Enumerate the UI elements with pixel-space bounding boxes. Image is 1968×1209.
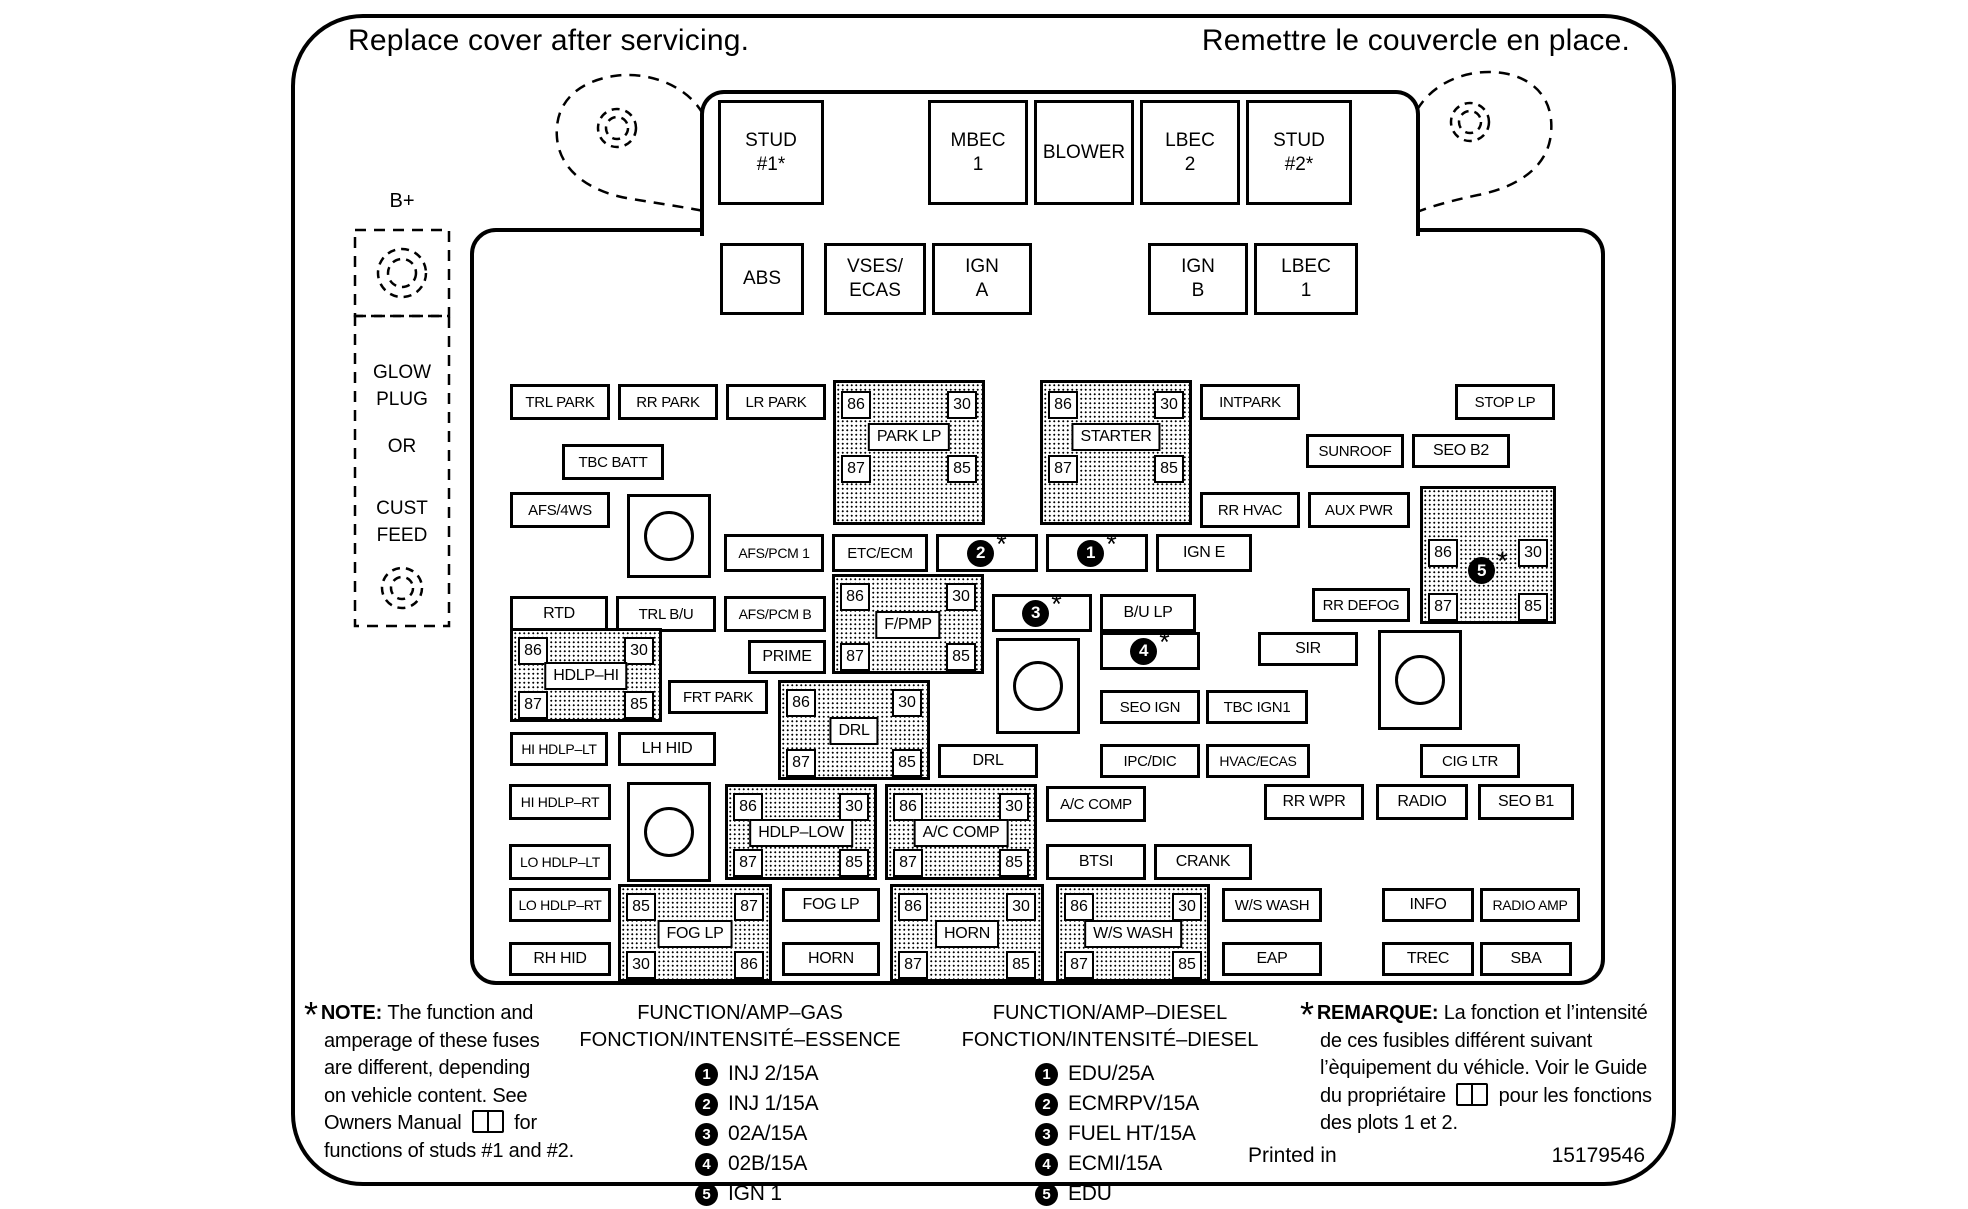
asterisk-icon: * bbox=[1300, 994, 1314, 1035]
terminal-87: 87 bbox=[1064, 951, 1094, 979]
terminal-87: 87 bbox=[840, 643, 870, 671]
numbered-circle-icon: 5 bbox=[1468, 557, 1495, 584]
note-line: on vehicle content. See bbox=[324, 1084, 528, 1107]
fuse-eap bbox=[1222, 942, 1322, 976]
part-number: 15179546 bbox=[1551, 1144, 1645, 1167]
asterisk-icon: * bbox=[1497, 546, 1508, 576]
terminal-86: 86 bbox=[893, 793, 923, 821]
fuse-lr-park bbox=[726, 384, 826, 420]
fuse-afs-pcm-1 bbox=[724, 534, 824, 572]
fuse-lh-hid bbox=[618, 732, 716, 766]
terminal-87: 87 bbox=[1428, 593, 1458, 621]
relay-slot-ign-a bbox=[932, 243, 1032, 315]
fuse-fog-lp bbox=[782, 888, 880, 922]
glow-plug-text: PLUG bbox=[376, 389, 428, 410]
legend-number-icon: 3 bbox=[1035, 1123, 1058, 1146]
fuse-label: B/U LP bbox=[1123, 604, 1173, 621]
terminal-85: 85 bbox=[626, 893, 656, 921]
fuse-label: DRL bbox=[972, 752, 1004, 769]
fuse-label: TBC IGN1 bbox=[1223, 698, 1291, 716]
fuse-aux-pwr bbox=[1308, 492, 1410, 528]
fuse-radio-amp bbox=[1480, 888, 1580, 922]
terminal-86: 86 bbox=[734, 951, 764, 979]
relay-a-c-comp bbox=[885, 784, 1037, 880]
circuit-breaker-4 bbox=[627, 782, 711, 882]
slot-label: STUD bbox=[1273, 129, 1325, 151]
fuse-label: SEO B2 bbox=[1432, 442, 1489, 459]
fuse-rr-defog bbox=[1312, 588, 1410, 622]
relay-park-lp bbox=[833, 380, 985, 525]
fuse-label: BTSI bbox=[1078, 853, 1114, 870]
slot-label: BLOWER bbox=[1042, 141, 1126, 163]
gas-header-en: FUNCTION/AMP–GAS bbox=[637, 1002, 843, 1024]
numbered-circle-icon: 1 bbox=[1077, 540, 1104, 567]
slot-label: MBEC bbox=[950, 129, 1006, 151]
terminal-86: 86 bbox=[1064, 893, 1094, 921]
fuse-label: PRIME bbox=[762, 648, 812, 665]
fuse-label: IPC/DIC bbox=[1123, 752, 1177, 770]
glow-plug-text: CUST bbox=[376, 498, 428, 519]
circuit-breaker-3 bbox=[1378, 630, 1462, 730]
breaker-circle-icon bbox=[644, 807, 694, 857]
fuse-label: TBC BATT bbox=[578, 453, 648, 471]
legend-number-icon: 4 bbox=[695, 1153, 718, 1176]
fuse-sir bbox=[1258, 632, 1358, 666]
fuse-label: LO HDLP–RT bbox=[518, 897, 602, 913]
terminal-86: 86 bbox=[1428, 539, 1458, 567]
fuse-crank bbox=[1154, 844, 1252, 880]
terminal-30: 30 bbox=[1172, 893, 1202, 921]
circuit-breaker-2 bbox=[996, 638, 1080, 734]
legend-number-icon: 2 bbox=[695, 1093, 718, 1116]
terminal-86: 86 bbox=[898, 893, 928, 921]
relay-drl bbox=[778, 680, 930, 780]
terminal-30: 30 bbox=[626, 951, 656, 979]
slot-label: 2 bbox=[1184, 153, 1196, 175]
note-line: des plots 1 et 2. bbox=[1320, 1112, 1458, 1134]
legend-item-label: ECMRPV/15A bbox=[1068, 1092, 1200, 1115]
slot-label: VSES/ bbox=[847, 256, 903, 277]
fuse-ign-e bbox=[1156, 534, 1252, 572]
terminal-30: 30 bbox=[839, 793, 869, 821]
slot-label: ECAS bbox=[849, 280, 901, 301]
terminal-85: 85 bbox=[947, 455, 977, 483]
fuse-label: RR PARK bbox=[636, 393, 700, 411]
relay-label: A/C COMP bbox=[914, 819, 1009, 847]
terminal-30: 30 bbox=[892, 689, 922, 717]
fuse-afs-pcm-b bbox=[724, 596, 826, 632]
slot-label: IGN bbox=[1181, 256, 1215, 277]
fuse-label: AFS/4WS bbox=[528, 501, 592, 519]
fuse-num-3 bbox=[992, 588, 1092, 632]
relay-label: HORN bbox=[935, 920, 999, 948]
relay-slot-blower bbox=[1034, 100, 1134, 205]
fuse-rr-park bbox=[618, 384, 718, 420]
fuse-label: AFS/PCM B bbox=[738, 606, 812, 622]
fuse-label: LH HID bbox=[641, 740, 693, 757]
fuse-label: LO HDLP–LT bbox=[520, 854, 600, 870]
fuse-label: HORN bbox=[808, 950, 854, 967]
relay-slot-stud-1 bbox=[718, 100, 824, 205]
fuse-horn bbox=[782, 942, 880, 976]
legend-item-label: INJ 2/15A bbox=[728, 1062, 819, 1085]
fuse-rtd bbox=[510, 596, 608, 632]
fuse-label: SIR bbox=[1295, 640, 1321, 657]
diesel-header-en: FUNCTION/AMP–DIESEL bbox=[992, 1002, 1228, 1024]
legend-item-label: ECMI/15A bbox=[1068, 1152, 1163, 1175]
fuse-trl-park bbox=[510, 384, 610, 420]
b-plus-label: B+ bbox=[389, 190, 415, 212]
terminal-85: 85 bbox=[1172, 951, 1202, 979]
note-line: * REMARQUE: La fonction et l’intensité bbox=[1300, 994, 1648, 1035]
terminal-30: 30 bbox=[1006, 893, 1036, 921]
breaker-circle-icon bbox=[644, 511, 694, 561]
relay-slot-mbec-1 bbox=[928, 100, 1028, 205]
numbered-circle-icon: 4 bbox=[1130, 638, 1157, 665]
fuse-hvac-ecas bbox=[1206, 744, 1310, 778]
relay-label: PARK LP bbox=[868, 423, 950, 451]
legend-item-label: 02B/15A bbox=[728, 1152, 808, 1175]
legend-number-icon: 1 bbox=[695, 1063, 718, 1086]
fuse-label: RR WPR bbox=[1282, 793, 1346, 810]
fuse-lo-hdlp-lt bbox=[509, 844, 611, 880]
relay-hdlp-low bbox=[725, 784, 877, 880]
relay-horn bbox=[890, 884, 1044, 982]
legend-number-icon: 3 bbox=[695, 1123, 718, 1146]
terminal-85: 85 bbox=[892, 749, 922, 777]
numbered-circle-icon: 2 bbox=[967, 540, 994, 567]
legend-item-label: EDU/25A bbox=[1068, 1062, 1155, 1085]
glow-plug-text: FEED bbox=[376, 525, 428, 546]
fuse-label: EAP bbox=[1256, 950, 1288, 967]
legend-number-icon: 5 bbox=[695, 1183, 718, 1206]
terminal-85: 85 bbox=[624, 691, 654, 719]
fuse-radio bbox=[1376, 784, 1468, 820]
legend-number-icon: 5 bbox=[1035, 1183, 1058, 1206]
terminal-30: 30 bbox=[999, 793, 1029, 821]
note-line: amperage of these fuses bbox=[324, 1029, 540, 1052]
slot-label: A bbox=[975, 280, 989, 301]
fuse-label: TREC bbox=[1406, 950, 1450, 967]
relay-label: HDLP–LOW bbox=[749, 819, 853, 847]
relay-starter bbox=[1040, 380, 1192, 525]
slot-label: LBEC bbox=[1165, 129, 1215, 151]
fuse-sba bbox=[1480, 942, 1572, 976]
fuse-rr-hvac bbox=[1200, 492, 1300, 528]
fuse-label: RH HID bbox=[533, 950, 587, 967]
fuse-cig-ltr bbox=[1420, 744, 1520, 778]
fuse-rr-wpr bbox=[1264, 784, 1364, 820]
terminal-30: 30 bbox=[1154, 391, 1184, 419]
terminal-86: 86 bbox=[841, 391, 871, 419]
fuse-num-4 bbox=[1100, 626, 1200, 670]
fuse-label: CRANK bbox=[1175, 853, 1231, 870]
relay-slot-lbec-2 bbox=[1140, 100, 1240, 205]
fuse-rh-hid bbox=[509, 942, 611, 976]
slot-label: 1 bbox=[1300, 280, 1312, 301]
fuse-label: TRL B/U bbox=[638, 605, 694, 623]
fuse-label: SEO IGN bbox=[1119, 698, 1181, 716]
fuse-label: LR PARK bbox=[745, 393, 807, 411]
terminal-87: 87 bbox=[786, 749, 816, 777]
legend-item-label: IGN 1 bbox=[728, 1182, 782, 1205]
relay-slot-ign-b bbox=[1148, 243, 1248, 315]
asterisk-icon: * bbox=[1106, 528, 1117, 559]
legend-item-label: 02A/15A bbox=[728, 1122, 808, 1145]
fuse-info bbox=[1382, 888, 1474, 922]
note-line: du propriétaire pour les fonctions bbox=[1320, 1084, 1652, 1107]
fuse-label: FRT PARK bbox=[682, 688, 754, 706]
fuse-num-2 bbox=[936, 528, 1038, 572]
title-english: Replace cover after servicing. bbox=[348, 24, 750, 57]
fuse-label: RR HVAC bbox=[1217, 501, 1283, 519]
fuse-sunroof bbox=[1306, 434, 1404, 468]
legend-item-label: EDU bbox=[1068, 1182, 1112, 1205]
fuse-seo-b1 bbox=[1478, 784, 1574, 820]
terminal-86: 86 bbox=[518, 637, 548, 665]
relay-fog-lp bbox=[618, 884, 772, 982]
fuse-label: CIG LTR bbox=[1442, 752, 1498, 770]
title-french: Remettre le couvercle en place. bbox=[1201, 24, 1630, 57]
fuse-a-c-comp bbox=[1046, 786, 1146, 822]
relay-label: HDLP–HI bbox=[544, 662, 627, 690]
fuse-label: IGN E bbox=[1182, 544, 1226, 561]
slot-label: IGN bbox=[965, 256, 999, 277]
relay-label: DRL bbox=[829, 717, 878, 745]
legend-item-label: FUEL HT/15A bbox=[1068, 1122, 1196, 1145]
note-heading: NOTE: bbox=[320, 1002, 388, 1024]
terminal-86: 86 bbox=[786, 689, 816, 717]
relay-slot-vses-ecas bbox=[824, 243, 926, 315]
asterisk-icon: * bbox=[304, 994, 318, 1035]
slot-label: #1* bbox=[756, 153, 786, 175]
fuse-label: RR DEFOG bbox=[1322, 596, 1400, 614]
fuse-b-u-lp bbox=[1100, 594, 1196, 632]
fuse-trl-b-u bbox=[616, 596, 716, 632]
fuse-lo-hdlp-rt bbox=[509, 888, 611, 922]
breaker-circle-icon bbox=[1013, 661, 1063, 711]
fuse-label: AFS/PCM 1 bbox=[738, 545, 810, 561]
slot-label: ABS bbox=[742, 268, 782, 289]
asterisk-icon: * bbox=[996, 528, 1007, 559]
relay-slot-stud-2 bbox=[1246, 100, 1352, 205]
circuit-breaker-1 bbox=[627, 494, 711, 578]
fuse-label: RTD bbox=[543, 605, 575, 622]
fuse-ipc-dic bbox=[1100, 744, 1200, 778]
note-line: Owners Manual for bbox=[324, 1112, 537, 1134]
relay-label: STARTER bbox=[1071, 423, 1160, 451]
fuse-w-s-wash bbox=[1222, 888, 1322, 922]
slot-label: LBEC bbox=[1281, 256, 1331, 277]
fuse-label: ETC/ECM bbox=[847, 544, 913, 562]
fuse-seo-ign bbox=[1100, 690, 1200, 724]
fuse-afs-4ws bbox=[510, 492, 610, 528]
fuse-label: SEO B1 bbox=[1497, 793, 1554, 810]
fuse-label: SBA bbox=[1510, 950, 1542, 967]
terminal-30: 30 bbox=[1518, 539, 1548, 567]
fuse-label: TRL PARK bbox=[525, 393, 595, 411]
fuse-label: STOP LP bbox=[1474, 393, 1536, 411]
fuse-label: HI HDLP–LT bbox=[521, 741, 597, 757]
terminal-85: 85 bbox=[1518, 593, 1548, 621]
fuse-label: FOG LP bbox=[802, 896, 860, 913]
legend-number-icon: 1 bbox=[1035, 1063, 1058, 1086]
fuse-frt-park bbox=[668, 680, 768, 714]
terminal-85: 85 bbox=[1006, 951, 1036, 979]
fuse-num-1 bbox=[1046, 528, 1148, 572]
fuse-hi-hdlp-rt bbox=[509, 784, 611, 820]
diesel-header-fr: FONCTION/INTENSITÉ–DIESEL bbox=[961, 1029, 1259, 1051]
fuse-hi-hdlp-lt bbox=[510, 732, 608, 766]
fuse-label: HI HDLP–RT bbox=[520, 794, 600, 810]
terminal-85: 85 bbox=[1154, 455, 1184, 483]
terminal-87: 87 bbox=[841, 455, 871, 483]
fuse-label: SUNROOF bbox=[1318, 442, 1392, 460]
terminal-87: 87 bbox=[733, 849, 763, 877]
slot-label: STUD bbox=[745, 129, 797, 151]
fuse-label: AUX PWR bbox=[1325, 501, 1393, 519]
fuse-seo-b2 bbox=[1412, 434, 1510, 468]
legend-number-icon: 4 bbox=[1035, 1153, 1058, 1176]
fuse-tbc-ign1 bbox=[1206, 690, 1308, 724]
fuse-stop-lp bbox=[1455, 384, 1555, 420]
fuse-tbc-batt bbox=[562, 444, 664, 480]
terminal-85: 85 bbox=[946, 643, 976, 671]
note-line: de ces fusibles différent suivant bbox=[1320, 1029, 1593, 1052]
fuse-label: HVAC/ECAS bbox=[1219, 753, 1297, 769]
terminal-85: 85 bbox=[839, 849, 869, 877]
relay-num-5 bbox=[1420, 486, 1556, 624]
slot-label: #2* bbox=[1284, 153, 1314, 175]
fuse-label: INFO bbox=[1409, 896, 1447, 913]
terminal-87: 87 bbox=[898, 951, 928, 979]
slot-label: 1 bbox=[972, 153, 984, 175]
printed-in-text: Printed in bbox=[1248, 1144, 1337, 1167]
fuse-trec bbox=[1382, 942, 1474, 976]
fuse-drl bbox=[938, 744, 1038, 778]
terminal-87: 87 bbox=[518, 691, 548, 719]
terminal-30: 30 bbox=[947, 391, 977, 419]
relay-slot-abs bbox=[720, 243, 804, 315]
relay-w-s-wash bbox=[1056, 884, 1210, 982]
numbered-circle-icon: 3 bbox=[1022, 600, 1049, 627]
terminal-86: 86 bbox=[840, 583, 870, 611]
glow-plug-text: GLOW bbox=[372, 362, 432, 383]
fuse-label: RADIO AMP bbox=[1492, 897, 1568, 913]
slot-label: B bbox=[1191, 280, 1205, 301]
legend-item-label: INJ 1/15A bbox=[728, 1092, 819, 1115]
terminal-86: 86 bbox=[733, 793, 763, 821]
terminal-87: 87 bbox=[734, 893, 764, 921]
note-line: l’èquipement du véhicle. Voir le Guide bbox=[1320, 1057, 1648, 1079]
fuse-intpark bbox=[1200, 384, 1300, 420]
note-heading: REMARQUE: bbox=[1316, 1002, 1444, 1024]
legend-number-icon: 2 bbox=[1035, 1093, 1058, 1116]
asterisk-icon: * bbox=[1159, 626, 1170, 657]
fuse-prime bbox=[748, 640, 826, 674]
relay-hdlp-hi bbox=[510, 628, 662, 722]
fuse-etc-ecm bbox=[832, 534, 928, 572]
asterisk-icon: * bbox=[1051, 588, 1062, 619]
note-line: functions of studs #1 and #2. bbox=[324, 1139, 574, 1162]
note-line: are different, depending bbox=[324, 1057, 531, 1079]
breaker-circle-icon bbox=[1395, 655, 1445, 705]
terminal-85: 85 bbox=[999, 849, 1029, 877]
note-line: * NOTE: The function and bbox=[304, 994, 534, 1035]
relay-slot-lbec-1 bbox=[1254, 243, 1358, 315]
terminal-86: 86 bbox=[1048, 391, 1078, 419]
terminal-87: 87 bbox=[893, 849, 923, 877]
terminal-87: 87 bbox=[1048, 455, 1078, 483]
relay-f-pmp bbox=[832, 574, 984, 674]
relay-label: W/S WASH bbox=[1084, 920, 1182, 948]
fuse-label: INTPARK bbox=[1219, 393, 1281, 411]
relay-label: FOG LP bbox=[658, 920, 733, 948]
fuse-label: W/S WASH bbox=[1234, 896, 1310, 914]
fuse-label: A/C COMP bbox=[1060, 795, 1132, 813]
relay-label: F/PMP bbox=[875, 611, 940, 639]
fuse-btsi bbox=[1046, 844, 1146, 880]
terminal-30: 30 bbox=[624, 637, 654, 665]
gas-header-fr: FONCTION/INTENSITÉ–ESSENCE bbox=[579, 1029, 901, 1051]
fuse-label: RADIO bbox=[1397, 793, 1447, 810]
terminal-30: 30 bbox=[946, 583, 976, 611]
glow-plug-text: OR bbox=[387, 436, 417, 457]
